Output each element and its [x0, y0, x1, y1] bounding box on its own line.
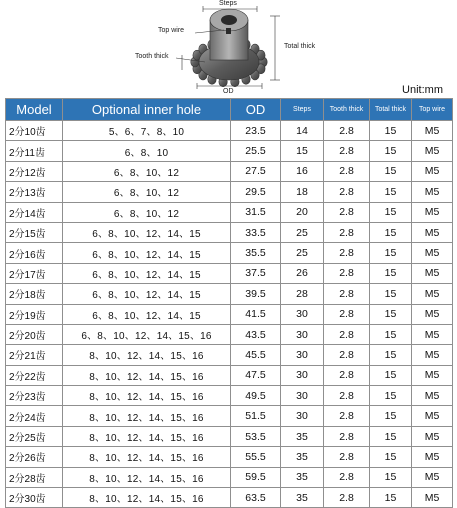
cell-model: 2分23齿 — [6, 386, 63, 406]
cell-model: 2分21齿 — [6, 345, 63, 365]
table-row — [6, 467, 453, 487]
cell-od: 39.5 — [231, 284, 281, 304]
cell-inner-hole: 8、10、12、14、15、16 — [63, 488, 231, 508]
cell-tooth-thick: 2.8 — [324, 243, 370, 263]
steps-label: Steps — [219, 0, 237, 7]
cell-inner-hole: 8、10、12、14、15、16 — [63, 426, 231, 446]
cell-top-wire: M5 — [412, 304, 453, 324]
cell-model: 2分28齿 — [6, 467, 63, 487]
cell-model: 2分12齿 — [6, 161, 63, 181]
header-tooth-thick: Tooth thick — [324, 99, 370, 121]
cell-top-wire: M5 — [412, 467, 453, 487]
cell-steps: 30 — [281, 304, 324, 324]
cell-inner-hole: 6、8、10、12 — [63, 202, 231, 222]
cell-total-thick: 15 — [370, 141, 412, 161]
cell-tooth-thick: 2.8 — [324, 304, 370, 324]
cell-steps: 28 — [281, 284, 324, 304]
cell-steps: 35 — [281, 467, 324, 487]
table-row — [6, 182, 453, 202]
cell-total-thick: 15 — [370, 222, 412, 242]
cell-tooth-thick: 2.8 — [324, 406, 370, 426]
cell-total-thick: 15 — [370, 406, 412, 426]
cell-tooth-thick: 2.8 — [324, 447, 370, 467]
cell-steps: 30 — [281, 345, 324, 365]
cell-od: 27.5 — [231, 161, 281, 181]
cell-top-wire: M5 — [412, 263, 453, 283]
cell-model: 2分25齿 — [6, 426, 63, 446]
cell-steps: 35 — [281, 488, 324, 508]
table-row — [6, 243, 453, 263]
cell-top-wire: M5 — [412, 121, 453, 141]
cell-top-wire: M5 — [412, 161, 453, 181]
cell-model: 2分19齿 — [6, 304, 63, 324]
cell-total-thick: 15 — [370, 243, 412, 263]
cell-inner-hole: 6、8、10、12、14、15 — [63, 222, 231, 242]
table-row — [6, 426, 453, 446]
cell-inner-hole: 8、10、12、14、15、16 — [63, 345, 231, 365]
table-row — [6, 386, 453, 406]
cell-total-thick: 15 — [370, 426, 412, 446]
cell-steps: 30 — [281, 386, 324, 406]
table-row — [6, 447, 453, 467]
header-model: Model — [6, 99, 63, 121]
cell-model: 2分11齿 — [6, 141, 63, 161]
cell-tooth-thick: 2.8 — [324, 121, 370, 141]
cell-steps: 35 — [281, 426, 324, 446]
header-steps: Steps — [281, 99, 324, 121]
table-row — [6, 406, 453, 426]
cell-inner-hole: 6、8、10、12、14、15 — [63, 263, 231, 283]
cell-tooth-thick: 2.8 — [324, 161, 370, 181]
cell-total-thick: 15 — [370, 284, 412, 304]
cell-tooth-thick: 2.8 — [324, 386, 370, 406]
cell-inner-hole: 6、8、10、12、14、15 — [63, 304, 231, 324]
cell-tooth-thick: 2.8 — [324, 345, 370, 365]
cell-tooth-thick: 2.8 — [324, 202, 370, 222]
cell-model: 2分22齿 — [6, 365, 63, 385]
cell-od: 35.5 — [231, 243, 281, 263]
table-header-row — [6, 99, 453, 121]
sprocket-icon — [0, 0, 457, 98]
cell-total-thick: 15 — [370, 161, 412, 181]
cell-model: 2分15齿 — [6, 222, 63, 242]
cell-total-thick: 15 — [370, 304, 412, 324]
cell-total-thick: 15 — [370, 182, 412, 202]
table-row — [6, 161, 453, 181]
cell-top-wire: M5 — [412, 202, 453, 222]
cell-tooth-thick: 2.8 — [324, 222, 370, 242]
cell-od: 47.5 — [231, 365, 281, 385]
cell-total-thick: 15 — [370, 202, 412, 222]
cell-model: 2分10齿 — [6, 121, 63, 141]
cell-top-wire: M5 — [412, 426, 453, 446]
cell-inner-hole: 6、8、10、12 — [63, 161, 231, 181]
cell-od: 41.5 — [231, 304, 281, 324]
cell-top-wire: M5 — [412, 447, 453, 467]
header-top-wire: Top wire — [412, 99, 453, 121]
cell-steps: 30 — [281, 365, 324, 385]
cell-model: 2分18齿 — [6, 284, 63, 304]
cell-model: 2分24齿 — [6, 406, 63, 426]
cell-tooth-thick: 2.8 — [324, 324, 370, 344]
table-row — [6, 121, 453, 141]
cell-top-wire: M5 — [412, 182, 453, 202]
cell-inner-hole: 8、10、12、14、15、16 — [63, 447, 231, 467]
cell-model: 2分16齿 — [6, 243, 63, 263]
cell-od: 53.5 — [231, 426, 281, 446]
cell-steps: 30 — [281, 406, 324, 426]
spec-table — [5, 98, 453, 508]
cell-steps: 30 — [281, 324, 324, 344]
cell-od: 55.5 — [231, 447, 281, 467]
cell-top-wire: M5 — [412, 345, 453, 365]
cell-steps: 18 — [281, 182, 324, 202]
cell-inner-hole: 8、10、12、14、15、16 — [63, 467, 231, 487]
cell-tooth-thick: 2.8 — [324, 284, 370, 304]
cell-total-thick: 15 — [370, 263, 412, 283]
cell-total-thick: 15 — [370, 488, 412, 508]
cell-inner-hole: 6、8、10、12、14、15 — [63, 284, 231, 304]
cell-total-thick: 15 — [370, 447, 412, 467]
cell-total-thick: 15 — [370, 345, 412, 365]
od-label: OD — [223, 88, 234, 95]
cell-top-wire: M5 — [412, 243, 453, 263]
cell-od: 37.5 — [231, 263, 281, 283]
table-row — [6, 202, 453, 222]
cell-top-wire: M5 — [412, 324, 453, 344]
cell-od: 29.5 — [231, 182, 281, 202]
cell-od: 49.5 — [231, 386, 281, 406]
cell-model: 2分17齿 — [6, 263, 63, 283]
header-total-thick: Total thick — [370, 99, 412, 121]
cell-model: 2分13齿 — [6, 182, 63, 202]
cell-steps: 20 — [281, 202, 324, 222]
cell-steps: 14 — [281, 121, 324, 141]
table-row — [6, 304, 453, 324]
cell-steps: 26 — [281, 263, 324, 283]
cell-steps: 16 — [281, 161, 324, 181]
cell-model: 2分26齿 — [6, 447, 63, 467]
header-inner-hole: Optional inner hole — [63, 99, 231, 121]
cell-od: 45.5 — [231, 345, 281, 365]
table-row — [6, 141, 453, 161]
cell-total-thick: 15 — [370, 365, 412, 385]
cell-od: 51.5 — [231, 406, 281, 426]
cell-top-wire: M5 — [412, 365, 453, 385]
tooth-thick-label: Tooth thick — [135, 53, 169, 60]
cell-total-thick: 15 — [370, 467, 412, 487]
table-row — [6, 263, 453, 283]
cell-tooth-thick: 2.8 — [324, 141, 370, 161]
table-row — [6, 488, 453, 508]
cell-top-wire: M5 — [412, 488, 453, 508]
cell-tooth-thick: 2.8 — [324, 467, 370, 487]
cell-model: 2分20齿 — [6, 324, 63, 344]
cell-steps: 25 — [281, 222, 324, 242]
top-wire-label: Top wire — [158, 27, 185, 34]
cell-tooth-thick: 2.8 — [324, 263, 370, 283]
cell-top-wire: M5 — [412, 386, 453, 406]
cell-inner-hole: 6、8、10、12、14、15、16 — [63, 324, 231, 344]
cell-inner-hole: 6、8、10、12、14、15 — [63, 243, 231, 263]
cell-inner-hole: 5、6、7、8、10 — [63, 121, 231, 141]
cell-od: 33.5 — [231, 222, 281, 242]
cell-od: 25.5 — [231, 141, 281, 161]
cell-model: 2分30齿 — [6, 488, 63, 508]
cell-od: 43.5 — [231, 324, 281, 344]
cell-model: 2分14齿 — [6, 202, 63, 222]
cell-od: 23.5 — [231, 121, 281, 141]
cell-steps: 25 — [281, 243, 324, 263]
cell-total-thick: 15 — [370, 121, 412, 141]
header-od: OD — [231, 99, 281, 121]
cell-tooth-thick: 2.8 — [324, 488, 370, 508]
cell-tooth-thick: 2.8 — [324, 365, 370, 385]
unit-label: Unit:mm — [402, 84, 443, 96]
cell-top-wire: M5 — [412, 284, 453, 304]
cell-steps: 35 — [281, 447, 324, 467]
cell-top-wire: M5 — [412, 222, 453, 242]
total-thick-label: Total thick — [284, 43, 316, 50]
cell-tooth-thick: 2.8 — [324, 426, 370, 446]
cell-od: 63.5 — [231, 488, 281, 508]
cell-steps: 15 — [281, 141, 324, 161]
cell-inner-hole: 8、10、12、14、15、16 — [63, 406, 231, 426]
cell-total-thick: 15 — [370, 324, 412, 344]
cell-tooth-thick: 2.8 — [324, 182, 370, 202]
cell-top-wire: M5 — [412, 406, 453, 426]
table-row — [6, 324, 453, 344]
cell-od: 59.5 — [231, 467, 281, 487]
cell-inner-hole: 8、10、12、14、15、16 — [63, 386, 231, 406]
table-row — [6, 365, 453, 385]
table-row — [6, 222, 453, 242]
table-row — [6, 345, 453, 365]
sprocket-diagram — [0, 0, 457, 98]
cell-inner-hole: 6、8、10、12 — [63, 182, 231, 202]
table-row — [6, 284, 453, 304]
cell-od: 31.5 — [231, 202, 281, 222]
cell-inner-hole: 6、8、10 — [63, 141, 231, 161]
cell-top-wire: M5 — [412, 141, 453, 161]
cell-inner-hole: 8、10、12、14、15、16 — [63, 365, 231, 385]
cell-total-thick: 15 — [370, 386, 412, 406]
